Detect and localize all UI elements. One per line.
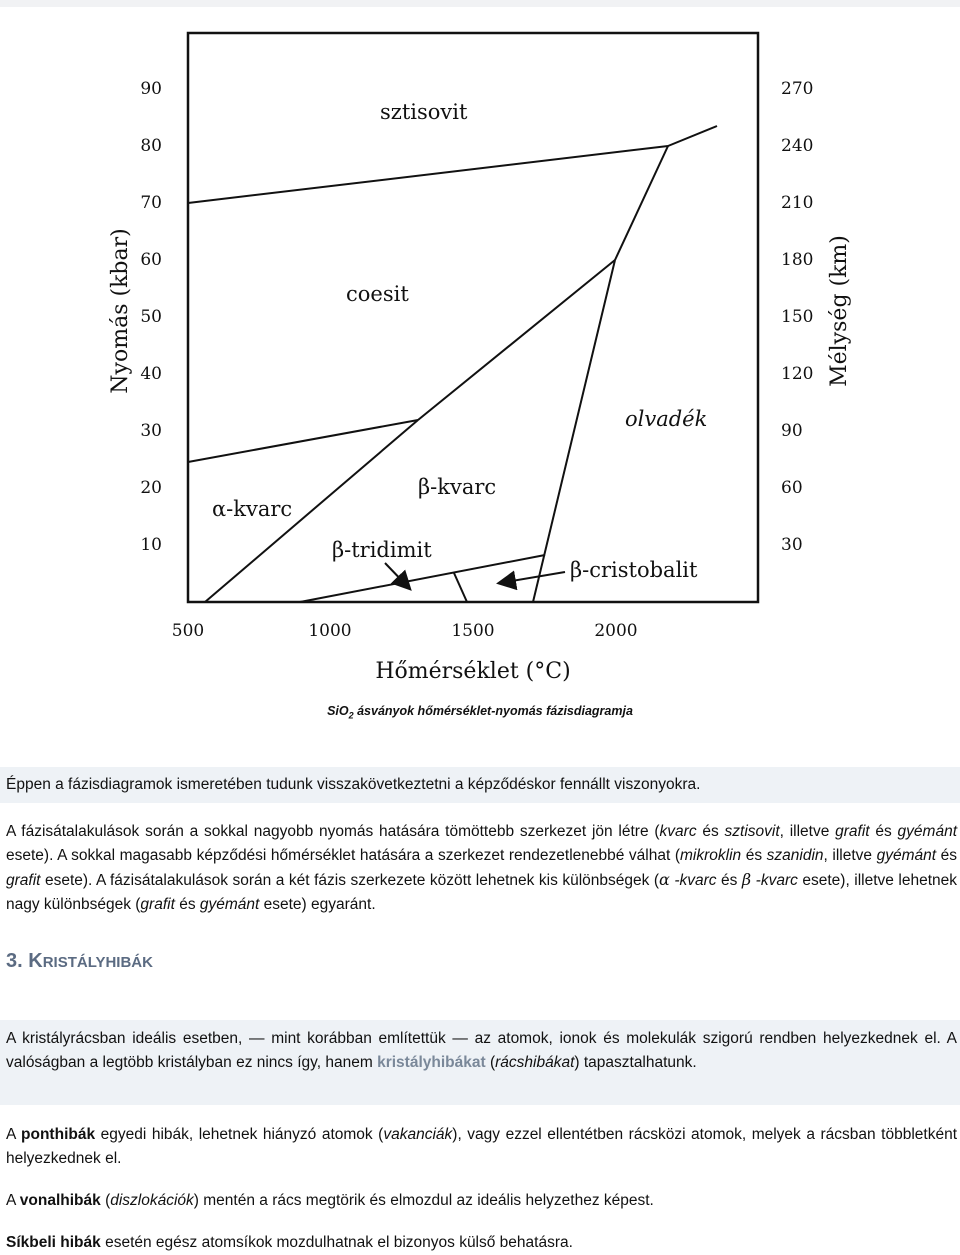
label-melt: olvadék (625, 407, 708, 431)
paragraph-intro: Éppen a fázisdiagramok ismeretében tudunk visszakövetkeztetni a képződéskor fennállt viszonyokra. (6, 776, 701, 793)
y2-tick-90: 90 (781, 421, 803, 441)
y-tick-80: 80 (140, 136, 162, 156)
label-beta-quartz: β-kvarc (418, 475, 497, 499)
crystal-defects-link[interactable]: kristályhibákat (377, 1054, 486, 1071)
y-axis-left-label: Nyomás (kbar) (108, 228, 133, 394)
boundary-stishovite-extension (668, 126, 717, 146)
y-tick-70: 70 (140, 193, 162, 213)
label-alpha-quartz: α-kvarc (212, 497, 293, 521)
paragraph-line-defects: A vonalhibák (diszlokációk) mentén a rács megtörik és elmozdul az ideális helyzethez képest. (6, 1192, 654, 1209)
x-tick-2000: 2000 (594, 621, 638, 641)
y-tick-90: 90 (140, 79, 162, 99)
label-coesite: coesit (346, 282, 409, 306)
y-tick-30: 30 (140, 421, 162, 441)
alpha-symbol: α (659, 870, 670, 889)
boundary-coesite-stishovite (188, 146, 668, 203)
boundary-quartz-coesite (188, 420, 418, 462)
y2-tick-210: 210 (781, 193, 814, 213)
figure-caption: SiO$_2$ ásványok hőmérséklet-nyomás fázisdiagramja (327, 704, 633, 721)
paragraph-phase-transitions: A fázisátalakulások során a sokkal nagyobb nyomás hatására tömöttebb szerkezet jön létre (kvarc és sztisovit, illetve grafit és gyémánt esete). A sokkal magasabb képződési hőmérséklet hatására a szerkezet rendezetlenebbé válhat (mikroklin és szanidin, illetve gyémánt és grafit esete). A fázisátalakulások során a két fázis szerkezete között lehetnek kis különbségek (α -kvarc és β -kvarc esete), illetve lehetnek nagy különbségek (grafit és gyémánt esete) egyaránt. (6, 823, 957, 913)
boundary-tridymite-top (300, 555, 545, 602)
paragraph-planar-defects: Síkbeli hibák esetén egész atomsíkok mozdulhatnak el bizonyos külső behatásra. (6, 1234, 573, 1251)
boundary-quartz-coesite-upper (418, 260, 615, 420)
arrow-cristobalite (500, 572, 565, 583)
y2-tick-270: 270 (781, 79, 814, 99)
label-beta-tridymite: β-tridimit (332, 538, 432, 562)
y-tick-50: 50 (140, 307, 162, 327)
x-tick-500: 500 (171, 621, 205, 641)
y2-tick-30: 30 (781, 535, 803, 555)
boundary-coesite-melt (615, 146, 668, 260)
x-axis-label: Hőmérséklet (°C) (375, 659, 571, 684)
y2-tick-240: 240 (781, 136, 814, 156)
x-tick-1500: 1500 (451, 621, 495, 641)
paragraph-crystal-defects: A kristályrácsban ideális esetben, — mint korábban említettük — az atomok, ionok és molekulák szigorú rendben helyezkednek el. A valóságban a legtöbb kristályban ez nincs így, hanem kristályhibákat (rácshibákat) tapasztalhatunk. (6, 1030, 957, 1071)
beta-symbol: β (741, 870, 752, 889)
y2-tick-60: 60 (781, 478, 803, 498)
boundary-tridymite-cristobalite (454, 573, 467, 602)
y-tick-40: 40 (140, 364, 162, 384)
x-tick-1000: 1000 (308, 621, 352, 641)
y-tick-60: 60 (140, 250, 162, 270)
y2-tick-150: 150 (781, 307, 814, 327)
section-heading: 3. KRISTÁLYHIBÁK (6, 950, 153, 972)
paragraph-point-defects: A ponthibák egyedi hibák, lehetnek hiányzó atomok (vakanciák), vagy ezzel ellentétben rácsközi atomok, melyek a rácsban többletként helyezkednek el. (6, 1126, 958, 1167)
boundary-quartz-melt (533, 260, 615, 602)
y-tick-10: 10 (140, 535, 162, 555)
y2-tick-120: 120 (781, 364, 814, 384)
y-axis-right-label: Mélység (km) (827, 235, 852, 387)
label-beta-cristobalite: β-cristobalit (570, 558, 698, 582)
label-stishovite: sztisovit (380, 100, 468, 124)
y-tick-20: 20 (140, 478, 162, 498)
y2-tick-180: 180 (781, 250, 814, 270)
